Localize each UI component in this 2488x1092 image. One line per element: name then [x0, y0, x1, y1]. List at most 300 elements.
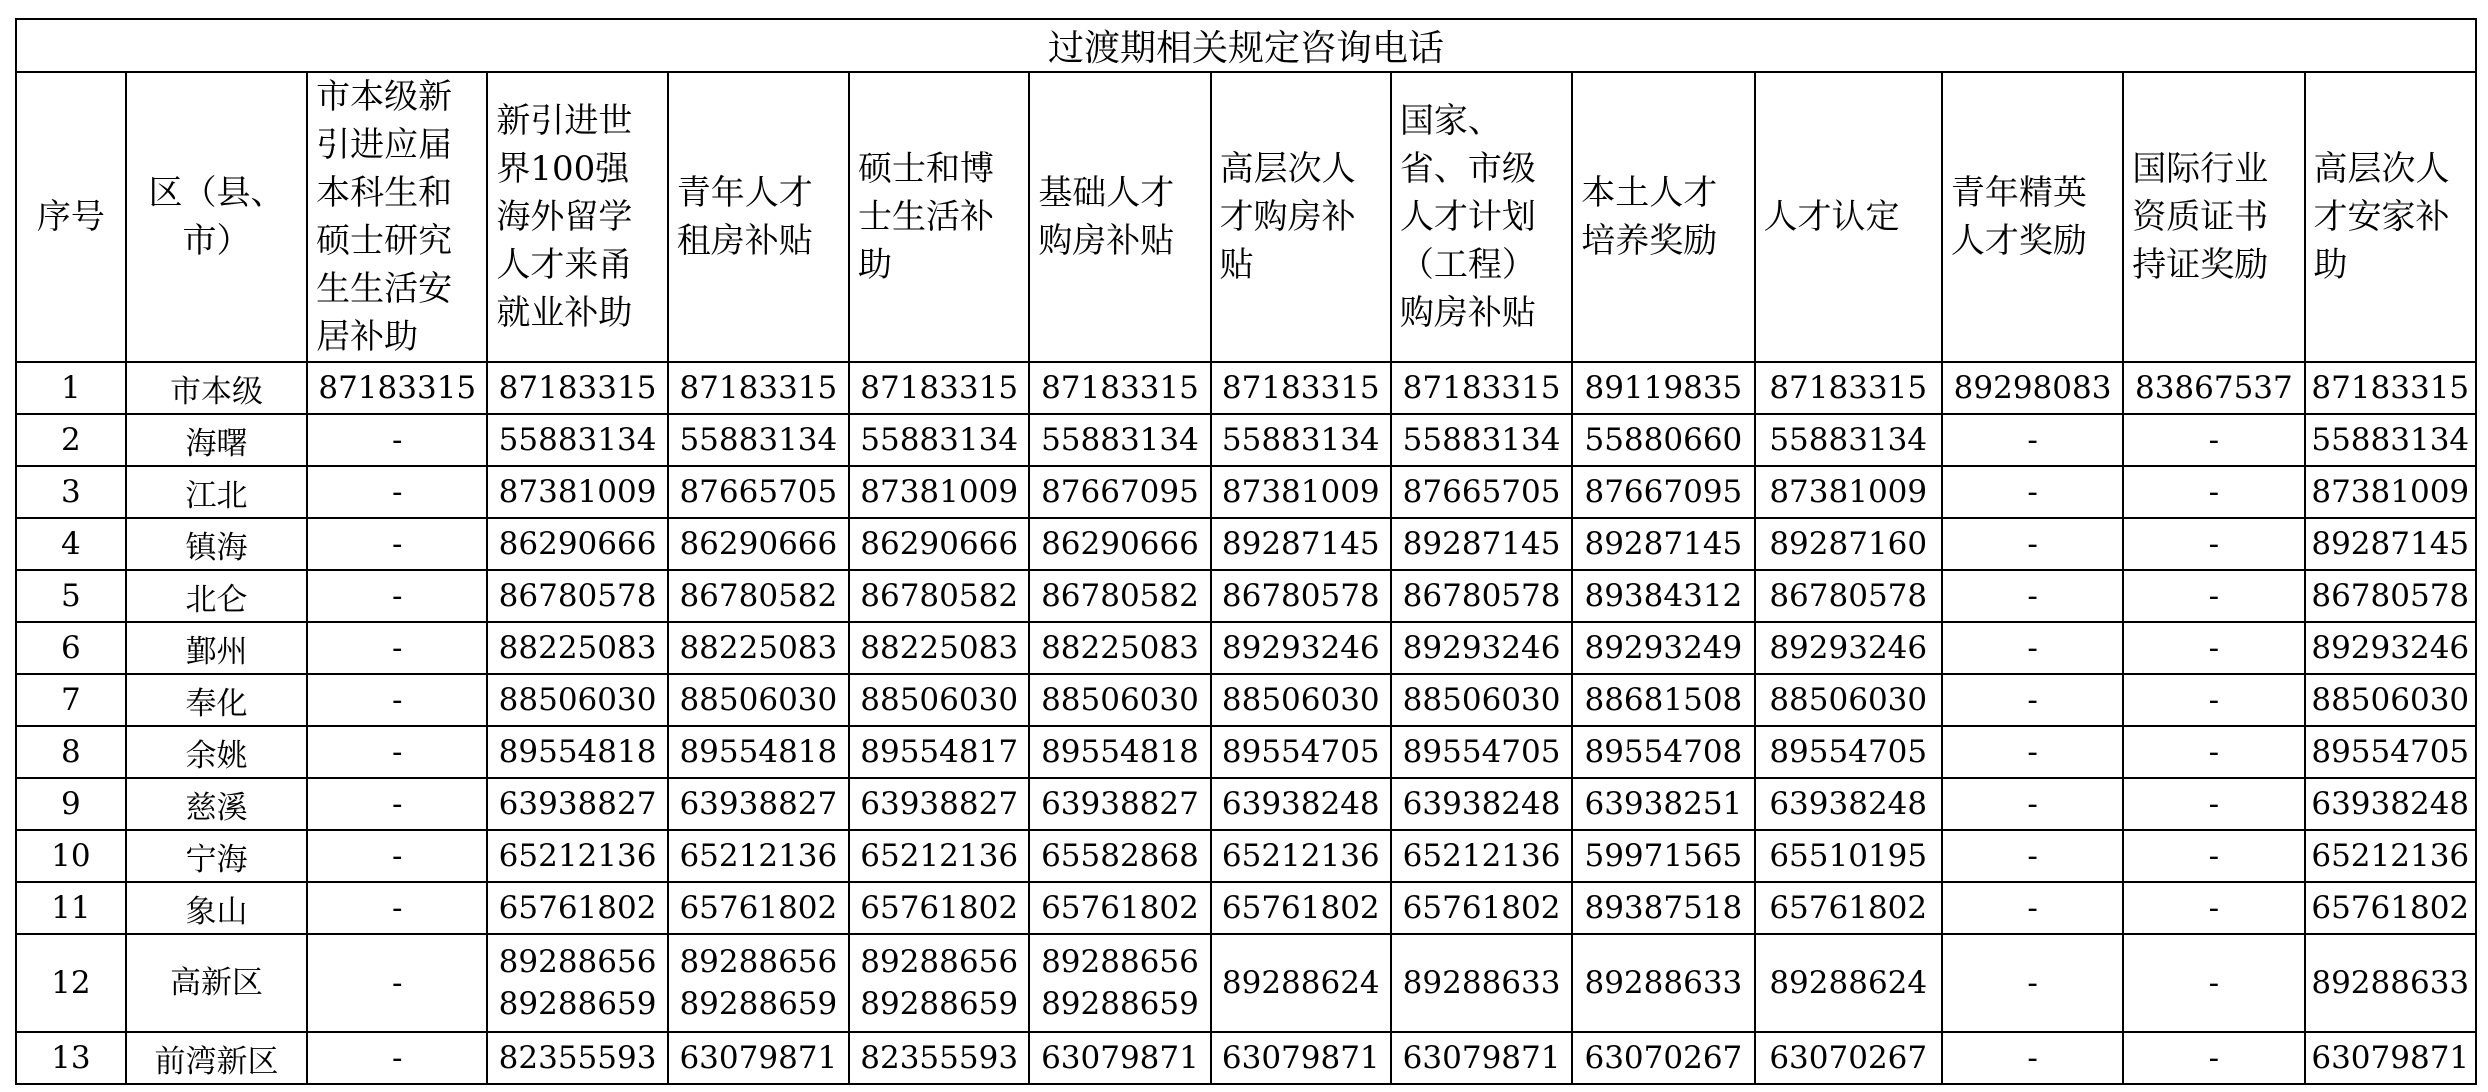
phone-number: 86780582	[1041, 578, 1199, 614]
phone-number: -	[2027, 682, 2038, 718]
phone-number: 89554705	[2311, 734, 2470, 770]
phone-number: 82355593	[498, 1040, 657, 1076]
table-row	[16, 362, 2476, 414]
row-index-cell: 5	[16, 570, 126, 622]
phone-number: 63938827	[498, 786, 657, 822]
phone-number: 89298083	[1953, 370, 2112, 406]
phone-number: 89293246	[2311, 630, 2470, 666]
phone-number: 87381009	[860, 474, 1019, 510]
phone-cell	[668, 622, 849, 674]
phone-number: 88506030	[1221, 682, 1380, 718]
phone-number: 65212136	[1402, 838, 1561, 874]
phone-cell	[1755, 778, 1942, 830]
phone-number: 88506030	[1041, 682, 1199, 718]
phone-number: 89293246	[1221, 630, 1380, 666]
phone-number: 88225083	[498, 630, 657, 666]
phone-number: 87183315	[679, 370, 838, 406]
table-row	[16, 934, 2476, 1032]
phone-number: 89288656	[860, 944, 1019, 980]
phone-number: 65761802	[1221, 890, 1380, 926]
phone-cell	[1029, 518, 1210, 570]
phone-cell	[1572, 362, 1754, 414]
row-area-cell: 余姚	[126, 726, 307, 778]
phone-cell	[1029, 1032, 1210, 1084]
phone-number: 65510195	[1769, 838, 1928, 874]
phone-number: 88506030	[2311, 682, 2470, 718]
phone-number: -	[2208, 890, 2220, 926]
phone-number: 89554818	[679, 734, 838, 770]
phone-number: 89287145	[1584, 526, 1743, 562]
phone-cell	[1029, 726, 1210, 778]
phone-cell	[1211, 934, 1391, 1032]
phone-cell	[1391, 674, 1572, 726]
row-area-cell: 慈溪	[126, 778, 307, 830]
phone-cell	[1755, 674, 1942, 726]
phone-cell	[307, 934, 487, 1032]
phone-number: -	[2208, 838, 2220, 874]
phone-number: 59971565	[1584, 838, 1743, 874]
phone-number: 86290666	[860, 526, 1019, 562]
phone-number: 65212136	[2311, 838, 2470, 874]
phone-number: -	[2027, 422, 2038, 458]
header-cell: 硕士和博士生活补助	[849, 72, 1029, 362]
phone-number: -	[2208, 526, 2220, 562]
phone-number: -	[2027, 630, 2038, 666]
phone-number: -	[2027, 965, 2038, 1001]
phone-cell	[1572, 570, 1754, 622]
phone-cell	[1755, 362, 1942, 414]
phone-number: 63938248	[1221, 786, 1380, 822]
phone-cell	[668, 466, 849, 518]
phone-number: 89288659	[860, 986, 1019, 1022]
row-index-cell: 12	[16, 934, 126, 1032]
phone-cell	[1211, 570, 1391, 622]
phone-cell	[1391, 934, 1572, 1032]
phone-cell	[307, 518, 487, 570]
phone-number: 89288656	[498, 944, 657, 980]
phone-number: 89287145	[1221, 526, 1380, 562]
header-row	[16, 72, 2476, 362]
phone-cell	[2123, 1032, 2304, 1084]
phone-number: 88506030	[1769, 682, 1928, 718]
phone-number: 87381009	[1769, 474, 1928, 510]
phone-number: 63079871	[1221, 1040, 1380, 1076]
phone-number: 87183315	[2311, 370, 2470, 406]
row-index-cell: 11	[16, 882, 126, 934]
phone-number: 55883134	[679, 422, 838, 458]
phone-number: 88225083	[679, 630, 838, 666]
phone-cell	[849, 622, 1029, 674]
phone-number: -	[392, 422, 403, 458]
phone-cell	[849, 518, 1029, 570]
table-row	[16, 466, 2476, 518]
phone-number: 65212136	[679, 838, 838, 874]
phone-cell	[487, 622, 667, 674]
phone-number: -	[2027, 578, 2038, 614]
phone-number: 89554705	[1769, 734, 1928, 770]
row-index-cell: 13	[16, 1032, 126, 1084]
phone-number: 89119835	[1584, 370, 1743, 406]
phone-cell	[849, 674, 1029, 726]
phone-number: 82355593	[860, 1040, 1019, 1076]
phone-number: 87665705	[679, 474, 838, 510]
phone-number: 89293249	[1584, 630, 1743, 666]
table-row	[16, 882, 2476, 934]
table-row	[16, 570, 2476, 622]
phone-number: 88506030	[1402, 682, 1561, 718]
phone-cell	[849, 570, 1029, 622]
phone-number: -	[392, 682, 403, 718]
phone-number: 55883134	[860, 422, 1019, 458]
phone-number: 65582868	[1041, 838, 1199, 874]
phone-cell	[849, 830, 1029, 882]
phone-number: 55883134	[498, 422, 657, 458]
row-area-cell: 前湾新区	[126, 1032, 307, 1084]
phone-number: 89554818	[1041, 734, 1199, 770]
phone-number: 63938251	[1584, 786, 1743, 822]
phone-cell	[1391, 726, 1572, 778]
phone-cell	[668, 882, 849, 934]
phone-number: 87667095	[1584, 474, 1743, 510]
header-cell: 新引进世界100强海外留学人才来甬就业补助	[487, 72, 667, 362]
phone-number: 65212136	[498, 838, 657, 874]
phone-number: 88506030	[498, 682, 657, 718]
row-area-cell: 鄞州	[126, 622, 307, 674]
phone-cell	[487, 414, 667, 466]
phone-number: 86780582	[679, 578, 838, 614]
row-area-cell: 奉化	[126, 674, 307, 726]
table-row	[16, 778, 2476, 830]
phone-cell	[1942, 830, 2123, 882]
phone-cell	[1391, 466, 1572, 518]
phone-cell	[2305, 622, 2476, 674]
phone-number: 65761802	[860, 890, 1019, 926]
table-body	[16, 362, 2476, 1084]
phone-cell	[1755, 570, 1942, 622]
phone-cell	[1391, 1032, 1572, 1084]
phone-number: 55883134	[1041, 422, 1199, 458]
phone-cell	[487, 830, 667, 882]
phone-number: 63079871	[679, 1040, 838, 1076]
phone-cell	[668, 414, 849, 466]
phone-cell	[668, 570, 849, 622]
row-area-cell: 海曙	[126, 414, 307, 466]
phone-cell	[1942, 362, 2123, 414]
phone-number: 89288633	[1402, 965, 1561, 1001]
header-cell: 国家、省、市级人才计划（工程）购房补贴	[1391, 72, 1572, 362]
phone-number: 63070267	[1769, 1040, 1928, 1076]
phone-number: 55883134	[2311, 422, 2470, 458]
phone-number: 89554705	[1221, 734, 1380, 770]
phone-cell	[1942, 414, 2123, 466]
phone-number: 89387518	[1584, 890, 1743, 926]
phone-cell	[1211, 362, 1391, 414]
phone-cell	[1755, 414, 1942, 466]
row-index-cell: 1	[16, 362, 126, 414]
table-row	[16, 726, 2476, 778]
phone-number: 88225083	[860, 630, 1019, 666]
phone-number: 86290666	[679, 526, 838, 562]
phone-cell	[1572, 778, 1754, 830]
phone-cell	[1942, 466, 2123, 518]
phone-cell	[1755, 934, 1942, 1032]
phone-cell	[1391, 518, 1572, 570]
phone-number: 86290666	[1041, 526, 1199, 562]
phone-number: -	[2027, 474, 2038, 510]
row-index-cell: 10	[16, 830, 126, 882]
phone-cell	[487, 934, 667, 1032]
row-index-cell: 2	[16, 414, 126, 466]
phone-cell	[668, 778, 849, 830]
phone-cell	[2123, 934, 2304, 1032]
phone-number: 89554708	[1584, 734, 1743, 770]
header-cell: 青年人才租房补贴	[668, 72, 849, 362]
phone-number: -	[2027, 526, 2038, 562]
header-cell: 人才认定	[1755, 72, 1942, 362]
phone-directory-table	[15, 18, 2477, 1085]
phone-cell	[2123, 570, 2304, 622]
phone-number: -	[2208, 965, 2220, 1001]
phone-cell	[849, 778, 1029, 830]
phone-cell	[1029, 778, 1210, 830]
phone-number: 63079871	[1041, 1040, 1199, 1076]
phone-number: -	[2208, 422, 2220, 458]
phone-cell	[2123, 674, 2304, 726]
phone-number: 87183315	[498, 370, 657, 406]
phone-cell	[2123, 726, 2304, 778]
row-area-cell: 市本级	[126, 362, 307, 414]
phone-cell	[487, 362, 667, 414]
phone-cell	[2123, 778, 2304, 830]
phone-cell	[307, 362, 487, 414]
phone-number: -	[392, 890, 403, 926]
phone-cell	[1755, 518, 1942, 570]
phone-number: 89384312	[1584, 578, 1743, 614]
phone-cell	[1029, 674, 1210, 726]
phone-number: 87183315	[860, 370, 1019, 406]
phone-number: 55883134	[1769, 422, 1928, 458]
phone-cell	[2305, 778, 2476, 830]
phone-cell	[2123, 622, 2304, 674]
phone-number: -	[2208, 630, 2220, 666]
phone-cell	[668, 934, 849, 1032]
phone-number: 87183315	[1041, 370, 1199, 406]
phone-cell	[487, 674, 667, 726]
phone-cell	[1029, 466, 1210, 518]
phone-cell	[1211, 830, 1391, 882]
phone-cell	[668, 518, 849, 570]
phone-number: 55883134	[1221, 422, 1380, 458]
phone-cell	[1391, 362, 1572, 414]
phone-cell	[1211, 622, 1391, 674]
phone-number: 63938827	[1041, 786, 1199, 822]
phone-number: 89288656	[679, 944, 838, 980]
phone-number: -	[392, 838, 403, 874]
row-area-cell: 高新区	[126, 934, 307, 1032]
phone-number: -	[2027, 890, 2038, 926]
phone-cell	[1572, 934, 1754, 1032]
phone-cell	[1211, 726, 1391, 778]
phone-number: 86780578	[1402, 578, 1561, 614]
phone-cell	[487, 466, 667, 518]
phone-cell	[1942, 1032, 2123, 1084]
phone-cell	[1391, 622, 1572, 674]
phone-number: 83867537	[2134, 370, 2293, 406]
table-row	[16, 518, 2476, 570]
phone-cell	[1572, 674, 1754, 726]
phone-cell	[2305, 1032, 2476, 1084]
header-cell: 市本级新引进应届本科生和硕士研究生生活安居补助	[307, 72, 487, 362]
phone-number: 89554817	[860, 734, 1019, 770]
phone-cell	[1391, 570, 1572, 622]
phone-cell	[1572, 882, 1754, 934]
phone-number: 86290666	[498, 526, 657, 562]
phone-cell	[2123, 362, 2304, 414]
phone-cell	[2305, 518, 2476, 570]
phone-number: 87381009	[2311, 474, 2470, 510]
table-row	[16, 622, 2476, 674]
phone-cell	[849, 466, 1029, 518]
header-cell: 青年精英人才奖励	[1942, 72, 2123, 362]
phone-cell	[307, 778, 487, 830]
phone-cell	[1211, 518, 1391, 570]
phone-number: 87183315	[1769, 370, 1928, 406]
row-area-cell: 宁海	[126, 830, 307, 882]
phone-number: -	[392, 1040, 403, 1076]
phone-cell	[1029, 830, 1210, 882]
phone-cell	[307, 570, 487, 622]
header-cell: 基础人才购房补贴	[1029, 72, 1210, 362]
phone-number: 87381009	[1221, 474, 1380, 510]
phone-cell	[307, 622, 487, 674]
row-area-cell: 象山	[126, 882, 307, 934]
phone-number: 89287145	[1402, 526, 1561, 562]
row-area-cell: 镇海	[126, 518, 307, 570]
table-title: 过渡期相关规定咨询电话	[16, 19, 2476, 72]
phone-cell	[1572, 622, 1754, 674]
row-index-cell: 9	[16, 778, 126, 830]
phone-cell	[1942, 518, 2123, 570]
phone-cell	[1029, 934, 1210, 1032]
phone-cell	[1942, 570, 2123, 622]
phone-cell	[1755, 726, 1942, 778]
header-cell-index: 序号	[16, 72, 126, 362]
phone-number: 65212136	[860, 838, 1019, 874]
phone-number: 89288633	[1584, 965, 1743, 1001]
phone-number: 86780578	[498, 578, 657, 614]
row-index-cell: 8	[16, 726, 126, 778]
header-cell: 高层次人才安家补助	[2305, 72, 2476, 362]
phone-cell	[1391, 830, 1572, 882]
phone-cell	[1572, 414, 1754, 466]
phone-cell	[2305, 414, 2476, 466]
header-cell: 本土人才培养奖励	[1572, 72, 1754, 362]
phone-number: 65761802	[1041, 890, 1199, 926]
phone-cell	[1572, 466, 1754, 518]
phone-cell	[487, 570, 667, 622]
phone-number: -	[2027, 734, 2038, 770]
phone-cell	[487, 882, 667, 934]
row-index-cell: 6	[16, 622, 126, 674]
phone-number: 87183315	[1402, 370, 1561, 406]
phone-number: 65761802	[498, 890, 657, 926]
phone-number: 87183315	[318, 370, 477, 406]
phone-cell	[1029, 882, 1210, 934]
phone-cell	[1942, 726, 2123, 778]
phone-cell	[1211, 466, 1391, 518]
phone-cell	[1755, 622, 1942, 674]
phone-cell	[2305, 830, 2476, 882]
phone-number: 89288624	[1221, 965, 1380, 1001]
phone-number: 88506030	[679, 682, 838, 718]
row-index-cell: 4	[16, 518, 126, 570]
phone-cell	[1211, 674, 1391, 726]
phone-cell	[307, 414, 487, 466]
phone-number: 89288633	[2311, 965, 2470, 1001]
phone-cell	[1391, 778, 1572, 830]
phone-number: 63938248	[1402, 786, 1561, 822]
phone-cell	[1755, 882, 1942, 934]
row-area-cell: 北仑	[126, 570, 307, 622]
phone-number: -	[2208, 578, 2220, 614]
phone-number: -	[392, 734, 403, 770]
phone-cell	[849, 362, 1029, 414]
phone-number: 65212136	[1221, 838, 1380, 874]
phone-number: -	[392, 474, 403, 510]
phone-cell	[849, 1032, 1029, 1084]
phone-cell	[1942, 622, 2123, 674]
phone-cell	[307, 882, 487, 934]
phone-cell	[668, 362, 849, 414]
phone-cell	[1029, 622, 1210, 674]
phone-cell	[1755, 830, 1942, 882]
phone-number: -	[2208, 1040, 2220, 1076]
phone-cell	[1942, 778, 2123, 830]
phone-cell	[2305, 674, 2476, 726]
phone-cell	[1942, 674, 2123, 726]
phone-cell	[1572, 518, 1754, 570]
phone-cell	[2305, 934, 2476, 1032]
phone-number: 63079871	[2311, 1040, 2470, 1076]
phone-number: -	[392, 786, 403, 822]
row-area-cell: 江北	[126, 466, 307, 518]
phone-cell	[1029, 570, 1210, 622]
phone-cell	[1391, 882, 1572, 934]
phone-number: -	[392, 630, 403, 666]
phone-cell	[668, 726, 849, 778]
phone-cell	[2123, 518, 2304, 570]
phone-number: 88681508	[1584, 682, 1743, 718]
phone-number: -	[2208, 786, 2220, 822]
phone-number: -	[2208, 682, 2220, 718]
table-row	[16, 414, 2476, 466]
phone-number: -	[2027, 1040, 2038, 1076]
phone-cell	[849, 726, 1029, 778]
phone-cell	[1391, 414, 1572, 466]
phone-number: 55880660	[1584, 422, 1743, 458]
phone-cell	[1211, 778, 1391, 830]
phone-number: 65761802	[2311, 890, 2470, 926]
phone-cell	[849, 934, 1029, 1032]
phone-cell	[307, 674, 487, 726]
phone-number: 86780582	[860, 578, 1019, 614]
phone-cell	[2305, 362, 2476, 414]
phone-cell	[1755, 466, 1942, 518]
phone-cell	[2123, 882, 2304, 934]
phone-cell	[487, 778, 667, 830]
phone-cell	[668, 1032, 849, 1084]
phone-number: 88225083	[1041, 630, 1199, 666]
